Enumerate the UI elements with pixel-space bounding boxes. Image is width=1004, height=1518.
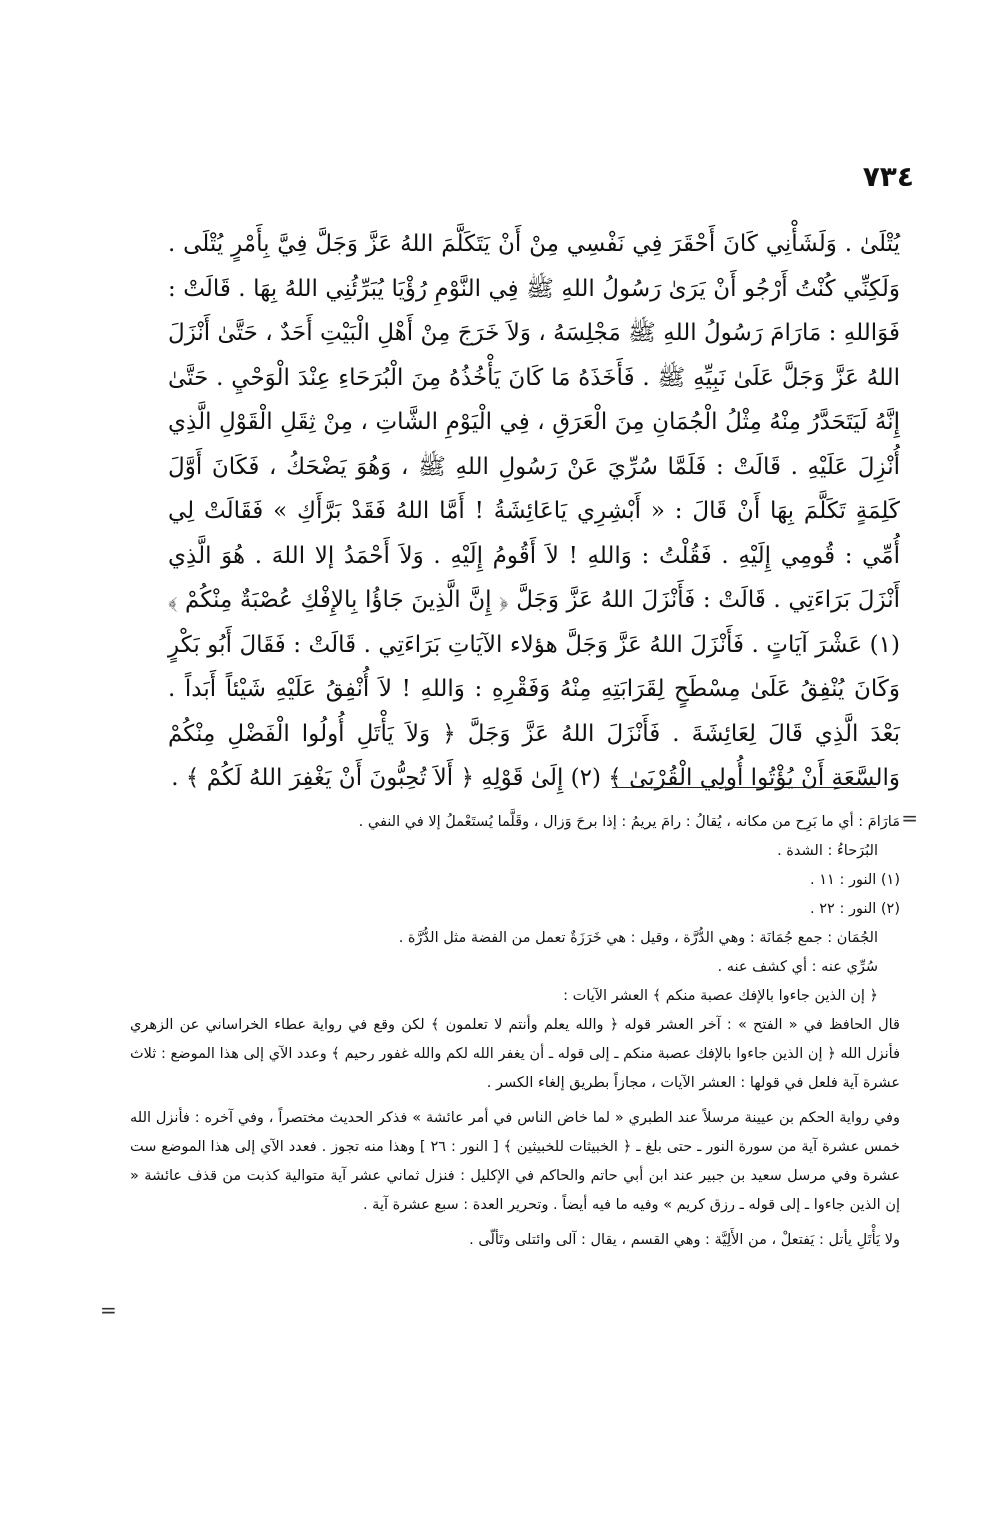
footnote-1: (١) النور : ١١ . <box>810 872 900 888</box>
note-glossary-marama: مَارَامَ : أي ما بَرِح من مكانه ، يُقالُ : رامَ يريمُ : إذا برحَ وَزال ، وقَلَّما يُستَعْملُ إلا في النفي . <box>358 814 900 830</box>
page-number: ٧٣٤ <box>862 160 914 193</box>
footnotes <box>130 808 900 1255</box>
note-glossary-burahaa: البُرَحاءُ : الشدة . <box>777 843 878 859</box>
main-paragraph: يُتْلَىٰ . وَلَشَأْنِي كَانَ أَحْقَرَ فِي نَفْسِي مِنْ أَنْ يَتَكَلَّمَ اللهُ عَزَّ وَجَلَّ فِيَّ بِأَمْرٍ يُتْلَى . وَلَكِنِّي كُنْتُ أَرْجُو أَنْ يَرَىٰ رَسُولُ اللهِ ﷺ فِي النَّوْمِ رُؤْيَا يُبَرِّئُنِي اللهُ بِهَا . قَالَتْ : فَوَاللهِ : مَارَامَ رَسُولُ اللهِ ﷺ مَجْلِسَهُ ، وَلاَ خَرَجَ مِنْ أَهْلِ الْبَيْتِ أَحَدٌ ، حَتَّىٰ أَنْزَلَ اللهُ عَزَّ وَجَلَّ عَلَىٰ نَبِيِّهِ ﷺ . فَأَخَذَهُ مَا كَانَ يَأْخُذُهُ مِنَ الْبُرَحَاءِ عِنْدَ الْوَحْيِ . حَتَّىٰ إِنَّهُ لَيَتَحَدَّرُ مِنْهُ مِثْلُ الْجُمَانِ مِنَ الْعَرَقِ ، فِي الْيَوْمِ الشَّاتِ ، مِنْ ثِقَلِ الْقَوْلِ الَّذِي أُنْزِلَ عَلَيْهِ . قَالَتْ : فَلَمَّا سُرِّيَ عَنْ رَسُولِ اللهِ ﷺ ، وَهُوَ يَضْحَكُ ، فَكَانَ أَوَّلَ كَلِمَةٍ تَكَلَّمَ بِهَا أَنْ قَالَ : « أَبْشِرِي يَاعَائِشَةُ ! أَمَّا اللهُ فَقَدْ بَرَّأَكِ » فَقَالَتْ لِي أُمِّي : قُومِي إِلَيْهِ . فَقُلْتُ : وَاللهِ ! لاَ أَقُومُ إِلَيْهِ . وَلاَ أَحْمَدُ إلا اللهَ . هُوَ الَّذِي أَنْزَلَ بَرَاءَتِي . قَالَتْ : فَأَنْزَلَ اللهُ عَزَّ وَجَلَّ ﴿ إِنَّ الَّذِينَ جَاؤُا بِالإِفْكِ عُصْبَةٌ مِنْكُمْ ﴾ (١) عَشْرَ آيَاتٍ . فَأَنْزَلَ اللهُ عَزَّ وَجَلَّ هؤلاء الآيَاتِ بَرَاءَتِي . قَالَتْ : فَقَالَ أَبُو بَكْرٍ وَكَانَ يُنْفِقُ عَلَىٰ مِسْطَحٍ لِقَرَابَتِهِ مِنْهُ وَفَقْرِهِ : وَاللهِ ! لاَ أُنْفِقُ عَلَيْهِ شَيْئاً أَبَداً . بَعْدَ الَّذِي قَالَ لِعَائِشَةَ . فَأَنْزَلَ اللهُ عَزَّ وَجَلَّ ﴿ وَلاَ يَأْتَلِ أُولُوا الْفَضْلِ مِنْكُمْ وَالسَّعَةِ أَنْ يُؤْتُوا أُولِي الْقُرْبَىٰ ﴾ (٢) إِلَىٰ قَوْلِهِ ﴿ أَلاَ تُحِبُّونَ أَنْ يَغْفِرَ اللهُ لَكُمْ ﴾ . <box>168 231 900 791</box>
note-glossary-jumaan: الجُمَان : جمع جُمَانَة : وهي الدُّرَّة ، وقيل : هي خَرَزَةٌ تعمل من الفضة مثل الدُّرَّة . <box>398 930 878 946</box>
note-fath-commentary: قال الحافظ في « الفتح » : آخر العشر قوله ﴿ والله يعلم وأنتم لا تعلمون ﴾ لكن وقع في رواية عطاء الخراساني عن الزهري فأنزل الله ﴿ إن الذين جاءوا بالإفك عصبة منكم ـ إلى قوله ـ أن يغفر الله لكم والله غفور رحيم ﴾ وعدد الآي إلى هذا الموضع : ثلاث عشرة آية فلعل في قولها : العشر الآيات ، مجازاً بطريق إلغاء الكسر . <box>130 1017 900 1091</box>
footnote-separator <box>612 787 876 788</box>
note-verses-heading: ﴿ إن الذين جاءوا بالإفك عصبة منكم ﴾ العشر الآيات : <box>563 988 878 1004</box>
note-glossary-yatal: ولا يَأْتَلِ يأتل : يَفتعلْ ، من الأَلِيَّة : وهي القسم ، يقال : آلى وائتلى وتَألّى . <box>469 1232 900 1248</box>
edge-marker-top: = <box>901 806 918 830</box>
note-tabari-narration: وفي رواية الحكم بن عيينة مرسلاً عند الطبري « لما خاض الناس في أمر عائشة » فذكر الحديث مختصراً ، وفي آخره : فأنزل الله خمس عشرة آية من سورة النور ـ حتى بلغ ـ ﴿ الخبيثات للخبيثين ﴾ [ النور : ٢٦ ] وهذا منه تجوز . فعدد الآي إلى هذا الموضع ست عشرة وفي مرسل سعيد بن جبير عند ابن أبي حاتم والحاكم في الإكليل : فنزل ثماني عشر آية متوالية كذبت من قذف عائشة « إن الذين جاءوا ـ إلى قوله ـ رزق كريم » وفيه ما فيه أيضاً . وتحرير العدة : سبع عشرة آية . <box>130 1110 901 1213</box>
main-text <box>168 222 900 801</box>
footnote-2: (٢) النور : ٢٢ . <box>810 901 900 917</box>
edge-marker-bottom: = <box>100 1298 117 1322</box>
note-glossary-surriya: سُرِّي عنه : أي كشف عنه . <box>717 959 878 975</box>
